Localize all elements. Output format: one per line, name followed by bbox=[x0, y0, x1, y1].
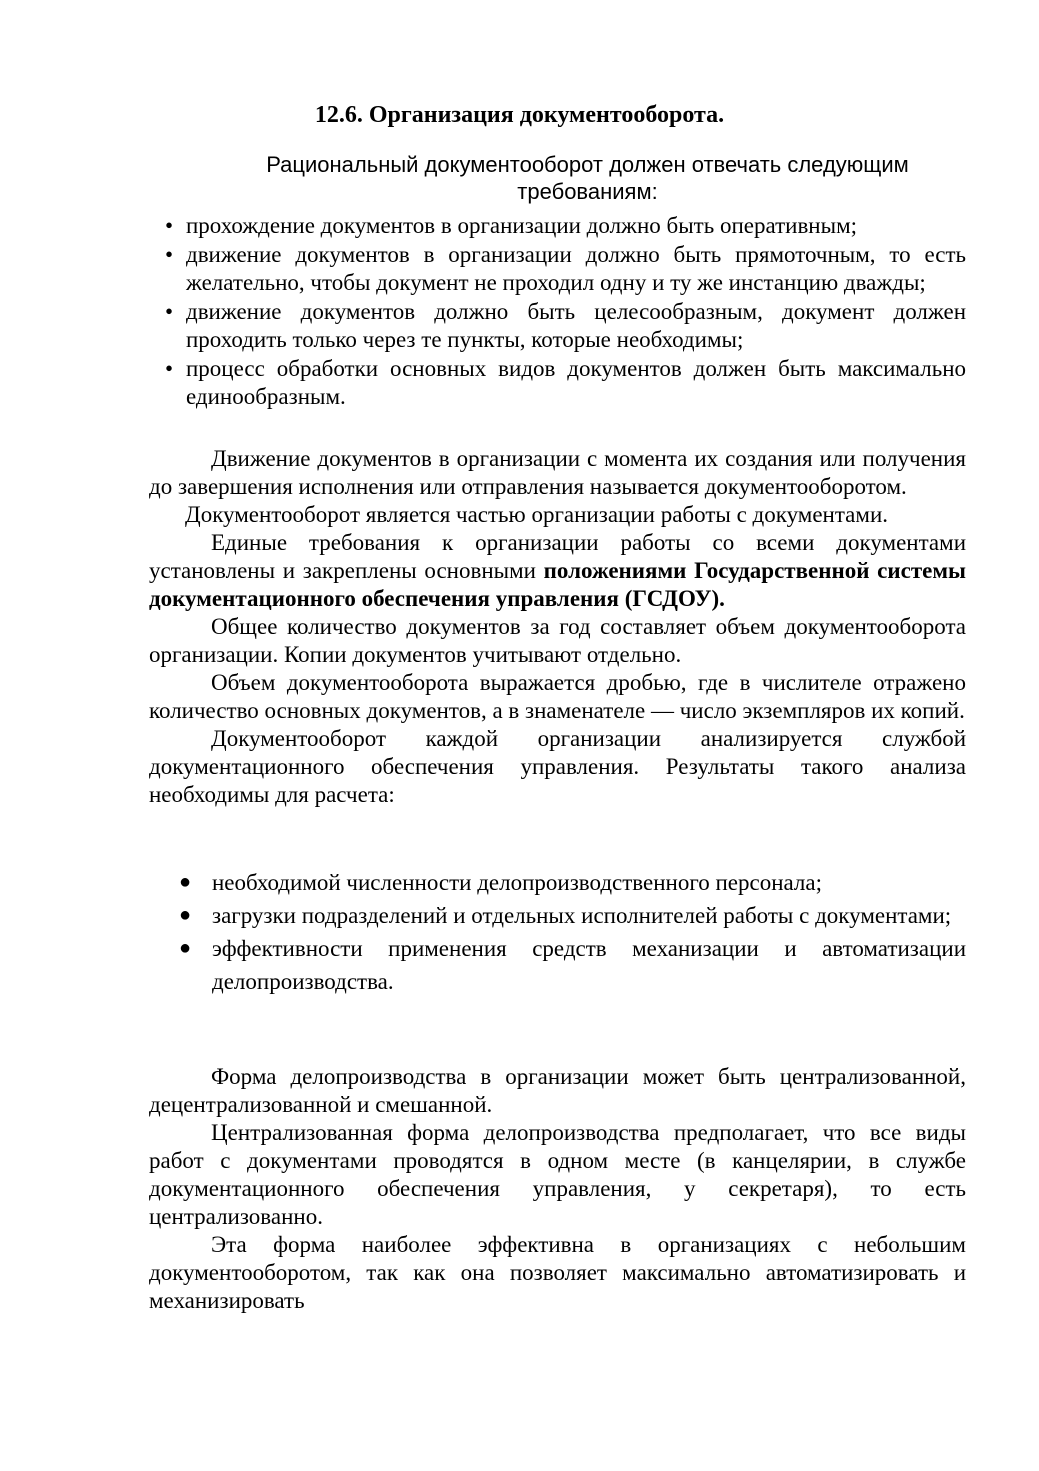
bullet-icon: • bbox=[165, 298, 174, 324]
paragraph-central: Централизованная форма делопроизводства предполагает, что все виды работ с документами проводятся в одном месте (в канцелярии, в службе документационного обеспечения управления, у секретаря), то есть централизованно. bbox=[149, 1120, 966, 1229]
list-item-text: загрузки подразделений и отдельных исполнителей работы с документами; bbox=[212, 903, 952, 928]
paragraph-gsdou-bold: положениями Государственной системы документационного обеспечения управления (ГСДОУ). bbox=[149, 558, 966, 611]
paragraph-effective: Эта форма наиболее эффективна в организациях с небольшим документооборотом, так как она позволяет максимально автоматизировать и механизировать bbox=[149, 1232, 966, 1313]
paragraph-gsdou bbox=[149, 529, 966, 613]
paragraph-definition: Движение документов в организации с момента их создания или получения до завершения исполнения или отправления называется документооборотом. bbox=[149, 446, 966, 499]
analysis-list bbox=[176, 866, 966, 998]
list-item bbox=[165, 355, 966, 412]
bullet-icon: ● bbox=[179, 871, 192, 893]
list-item bbox=[176, 932, 966, 998]
paragraph-gsdou-text: Единые требования к организации работы со всеми документами установлены и закреплены основными bbox=[149, 530, 966, 583]
bullet-icon: • bbox=[165, 213, 174, 238]
bullet-icon: • bbox=[165, 355, 174, 381]
paragraph-part: Документооборот является частью организации работы с документами. bbox=[185, 502, 889, 527]
requirements-list bbox=[165, 212, 966, 412]
list-item-text: необходимой численности делопроизводственного персонала; bbox=[212, 870, 822, 895]
paragraph-fraction: Объем документооборота выражается дробью, где в числителе отражено количество основных документов, а в знаменателе — число экземпляров их копий. bbox=[149, 670, 966, 723]
bullet-icon: • bbox=[165, 241, 174, 267]
list-item-text: прохождение документов в организации должно быть оперативным; bbox=[186, 213, 858, 238]
list-item bbox=[165, 241, 966, 298]
list-item-text: эффективности применения средств механизации и автоматизации делопроизводства. bbox=[212, 936, 966, 994]
list-item bbox=[176, 866, 966, 899]
list-item bbox=[165, 298, 966, 355]
paragraph-volume: Общее количество документов за год составляет объем документооборота организации. Копии документов учитывают отдельно. bbox=[149, 614, 966, 667]
body-block-2 bbox=[149, 1063, 966, 1315]
paragraph-form: Форма делопроизводства в организации может быть централизованной, децентрализованной и смешанной. bbox=[149, 1064, 966, 1117]
body-block-1 bbox=[149, 445, 966, 809]
intro-text: Рациональный документооборот должен отвечать следующим требованиям: bbox=[266, 152, 909, 204]
paragraph-analysis: Документооборот каждой организации анализируется службой документационного обеспечения управления. Результаты такого анализа необходимы для расчета: bbox=[149, 726, 966, 807]
list-item-text: процесс обработки основных видов документов должен быть максимально единообразным. bbox=[186, 355, 966, 409]
bullet-icon: ● bbox=[179, 904, 192, 926]
list-item bbox=[176, 899, 966, 932]
section-title: 12.6. Организация документооборота. bbox=[314, 102, 725, 128]
list-item-text: движение документов в организации должно быть прямоточным, то есть желательно, чтобы документ не проходил одну и ту же инстанцию дважды; bbox=[186, 241, 966, 295]
bullet-icon: ● bbox=[179, 937, 192, 959]
list-item bbox=[165, 212, 966, 241]
list-item-text: движение документов должно быть целесообразным, документ должен проходить только через те пункты, которые необходимы; bbox=[186, 298, 966, 352]
